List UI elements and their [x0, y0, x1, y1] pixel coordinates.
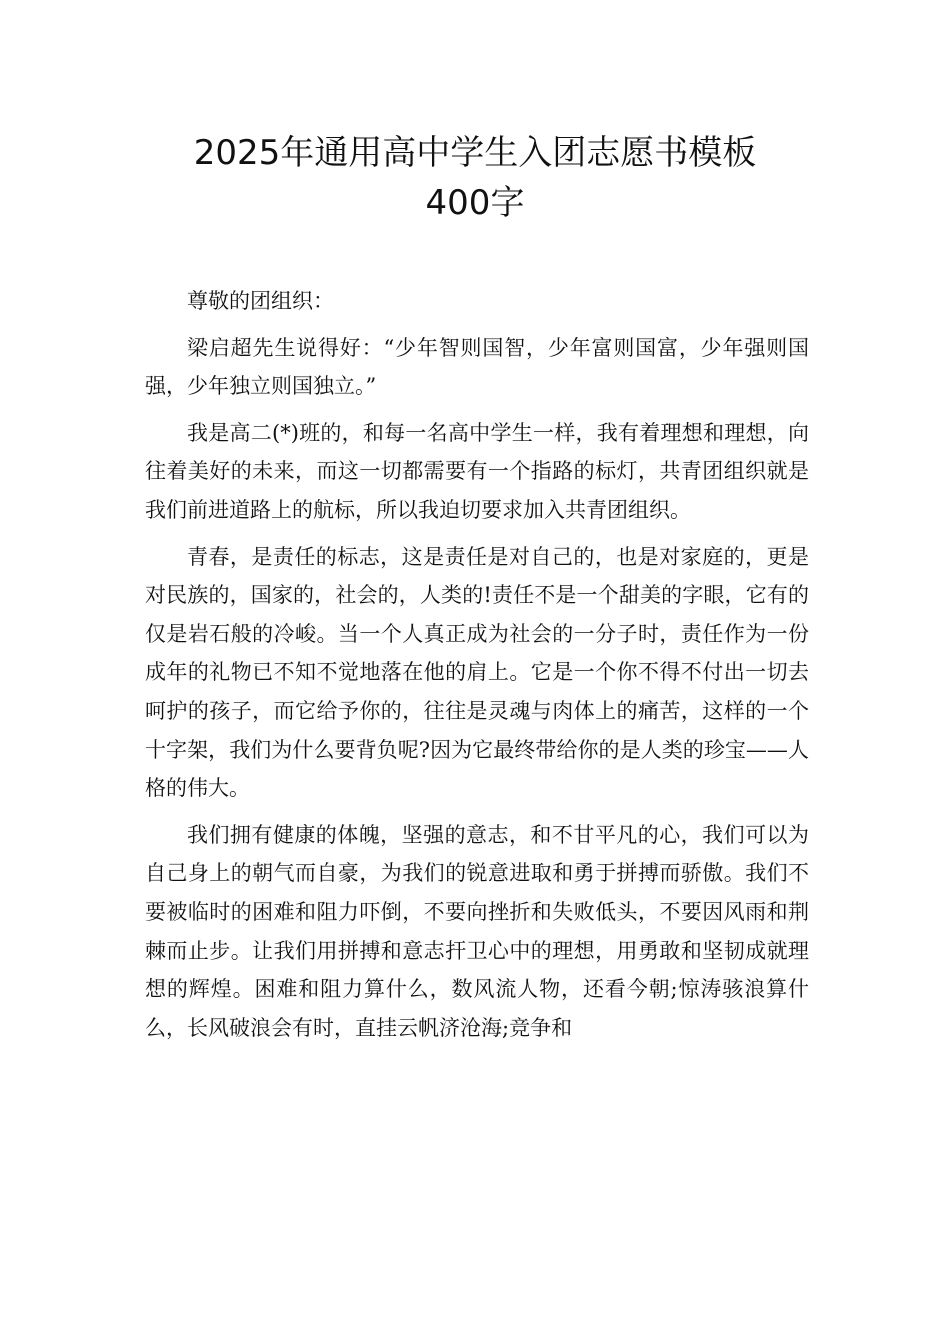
paragraph-responsibility: 青春，是责任的标志，这是责任是对自己的，也是对家庭的，更是对民族的，国家的，社会的，人类的!责任不是一个甜美的字眼，它有的仅是岩石般的冷峻。当一个人真正成为社会的一分子时，责任作为一份成年的礼物已不知不觉地落在他的肩上。它是一个你不得不付出一切去呵护的孩子，而它给予你的，往往是灵魂与肉体上的痛苦，这样的一个十字架，我们为什么要背负呢?因为它最终带给你的是人类的珍宝——人格的伟大。	[145, 544, 809, 801]
title-line-2: 400字	[425, 183, 525, 223]
paragraph-intro: 我是高二(*)班的，和每一名高中学生一样，我有着理想和理想，向往着美好的未来，而这一切都需要有一个指路的标灯，共青团组织就是我们前进道路上的航标，所以我迫切要求加入共青团组织。	[145, 420, 809, 522]
salutation: 尊敬的团组织：	[187, 289, 334, 313]
document-title	[0, 128, 950, 228]
document-body	[145, 282, 809, 1047]
paragraph-spirit: 我们拥有健康的体魄，坚强的意志，和不甘平凡的心，我们可以为自己身上的朝气而自豪，为我们的锐意进取和勇于拼搏而骄傲。我们不要被临时的困难和阻力吓倒，不要向挫折和失败低头，不要因风雨和荆棘而止步。让我们用拼搏和意志扞卫心中的理想，用勇敢和坚韧成就理想的辉煌。困难和阻力算什么，数风流人物，还看今朝;惊涛骇浪算什么，长风破浪会有时，直挂云帆济沧海;竞争和	[145, 822, 809, 1040]
paragraph-quote: 梁启超先生说得好：“少年智则国智，少年富则国富，少年强则国强，少年独立则国独立。”	[145, 335, 809, 399]
title-line-1: 2025年通用高中学生入团志愿书模板	[193, 133, 757, 173]
